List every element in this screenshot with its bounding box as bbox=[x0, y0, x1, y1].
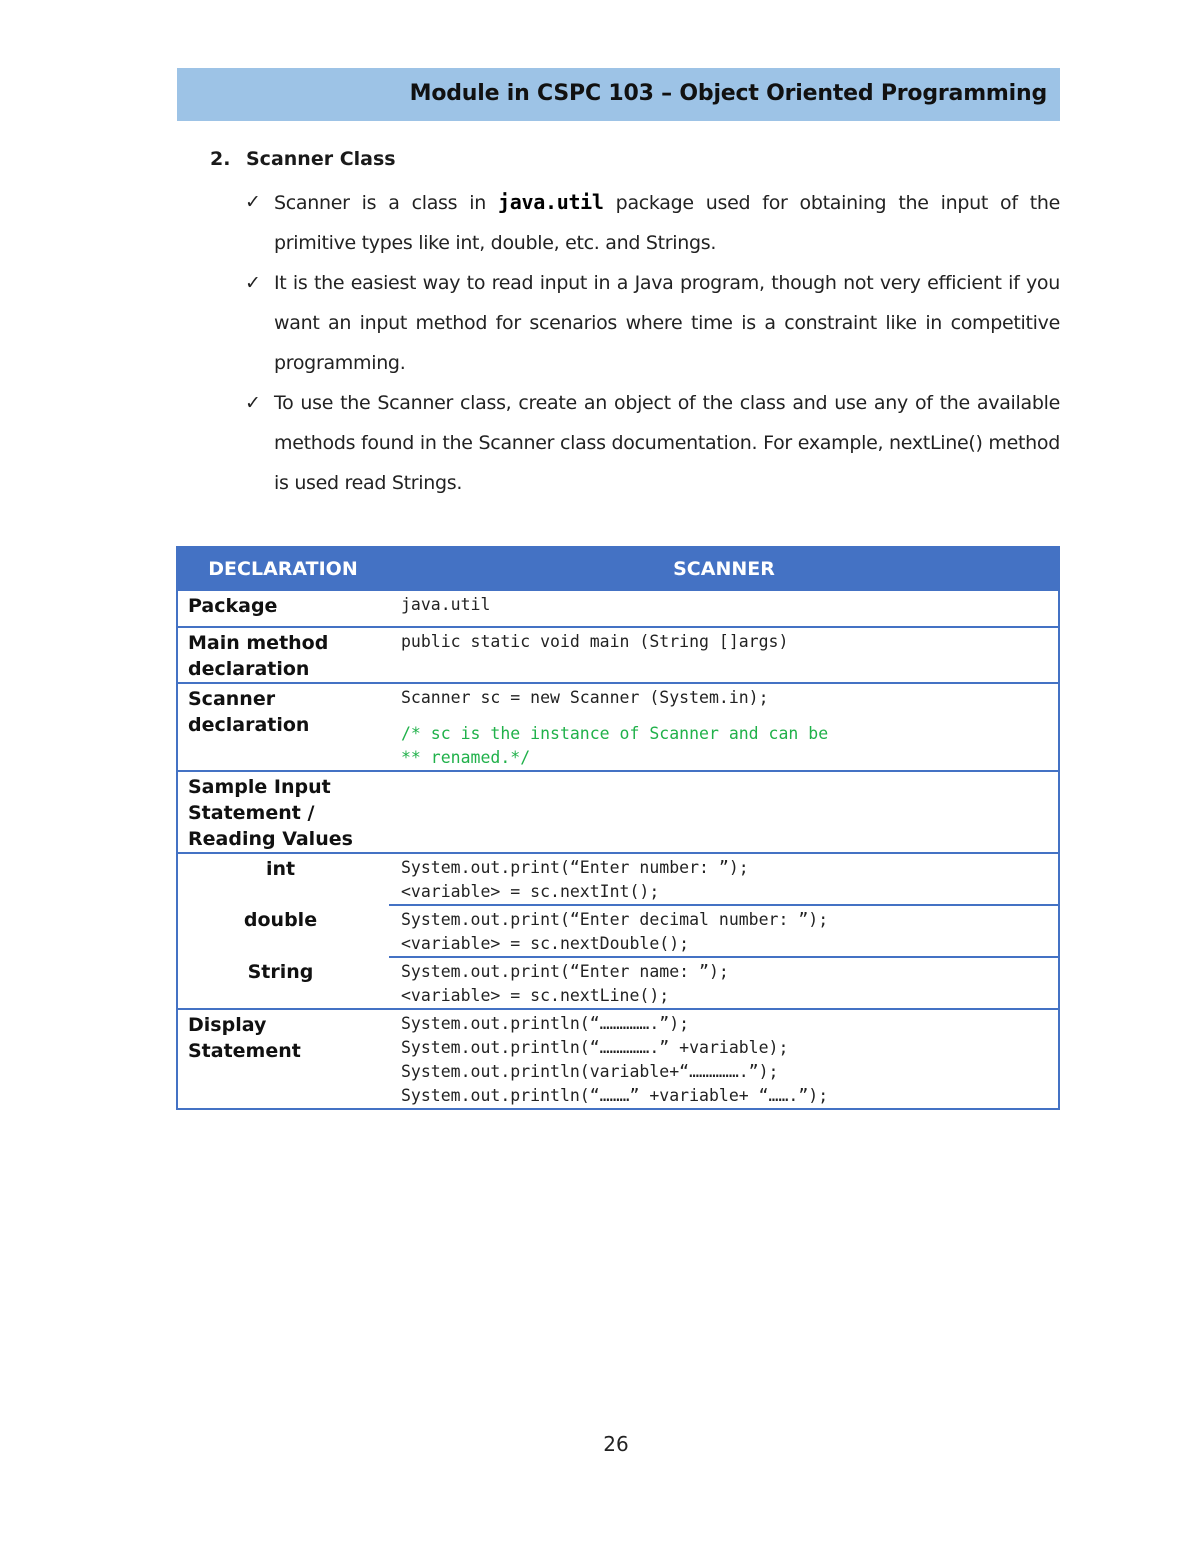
row-code-string bbox=[389, 957, 1059, 1009]
int-line2: <variable> = sc.nextInt(); bbox=[401, 882, 660, 901]
bullet-item bbox=[245, 182, 1060, 263]
table-header-row bbox=[177, 547, 1059, 590]
header-title: Module in CSPC 103 – Object Oriented Programming bbox=[409, 81, 1047, 106]
row-code-scanner bbox=[389, 683, 1059, 771]
table-row bbox=[177, 771, 1059, 853]
display-line4: System.out.println(“………” +variable+ “…….”); bbox=[401, 1086, 829, 1105]
bullet-item bbox=[245, 263, 1060, 383]
bullet-text-before: Scanner is a class in bbox=[274, 192, 498, 214]
row-code-package: java.util bbox=[389, 590, 1059, 627]
checkmark-icon: ✓ bbox=[245, 191, 261, 213]
table-row bbox=[177, 683, 1059, 771]
section-number: 2. bbox=[210, 148, 231, 170]
row-label-main: Main method declaration bbox=[177, 627, 389, 683]
bullet-list bbox=[245, 182, 1060, 503]
scanner-comment-line1: /* sc is the instance of Scanner and can be bbox=[401, 724, 829, 743]
header-band bbox=[177, 68, 1060, 121]
string-line2: <variable> = sc.nextLine(); bbox=[401, 986, 670, 1005]
row-label-sample: Sample Input Statement / Reading Values bbox=[177, 771, 389, 853]
table-row bbox=[177, 957, 1059, 1009]
display-line1: System.out.println(“…………….”); bbox=[401, 1014, 690, 1033]
bullet-item bbox=[245, 383, 1060, 503]
row-code-double bbox=[389, 905, 1059, 957]
row-code-main: public static void main (String []args) bbox=[389, 627, 1059, 683]
table-row bbox=[177, 627, 1059, 683]
row-code-display bbox=[389, 1009, 1059, 1109]
row-code-int bbox=[389, 853, 1059, 905]
section-title: Scanner Class bbox=[246, 148, 396, 170]
bullet-text: To use the Scanner class, create an object of the class and use any of the available methods found in the Scanner class documentation. For example, nextLine() method is used read Strings. bbox=[274, 392, 1060, 494]
table-row bbox=[177, 853, 1059, 905]
header-declaration: DECLARATION bbox=[177, 547, 389, 590]
section-heading bbox=[210, 148, 396, 170]
scanner-comment-line2: ** renamed.*/ bbox=[401, 748, 531, 767]
row-label-double: double bbox=[177, 905, 389, 957]
table-row bbox=[177, 905, 1059, 957]
double-line2: <variable> = sc.nextDouble(); bbox=[401, 934, 690, 953]
declaration-table bbox=[176, 546, 1060, 1110]
string-line1: System.out.print(“Enter name: ”); bbox=[401, 962, 729, 981]
row-label-scanner: Scanner declaration bbox=[177, 683, 389, 771]
bullet-text-after: package used for obtaining the input of the primitive types like int, double, etc. and Strings. bbox=[274, 192, 1060, 254]
scanner-code-line: Scanner sc = new Scanner (System.in); bbox=[401, 688, 769, 707]
header-scanner: SCANNER bbox=[389, 547, 1059, 590]
table-row bbox=[177, 590, 1059, 627]
checkmark-icon: ✓ bbox=[245, 392, 261, 414]
row-label-display: Display Statement bbox=[177, 1009, 389, 1109]
inline-code: java.util bbox=[498, 190, 604, 214]
table-row bbox=[177, 1009, 1059, 1109]
row-label-int: int bbox=[177, 853, 389, 905]
int-line1: System.out.print(“Enter number: ”); bbox=[401, 858, 749, 877]
row-label-string: String bbox=[177, 957, 389, 1009]
page-number: 26 bbox=[603, 1432, 629, 1456]
bullet-text: It is the easiest way to read input in a Java program, though not very efficient if you want an input method for scenarios where time is a constraint like in competitive programming. bbox=[274, 272, 1060, 374]
row-label-package: Package bbox=[177, 590, 389, 627]
row-code-sample-empty bbox=[389, 771, 1059, 853]
display-line2: System.out.println(“…………….” +variable); bbox=[401, 1038, 789, 1057]
double-line1: System.out.print(“Enter decimal number: ”); bbox=[401, 910, 829, 929]
checkmark-icon: ✓ bbox=[245, 272, 261, 294]
display-line3: System.out.println(variable+“…………….”); bbox=[401, 1062, 779, 1081]
